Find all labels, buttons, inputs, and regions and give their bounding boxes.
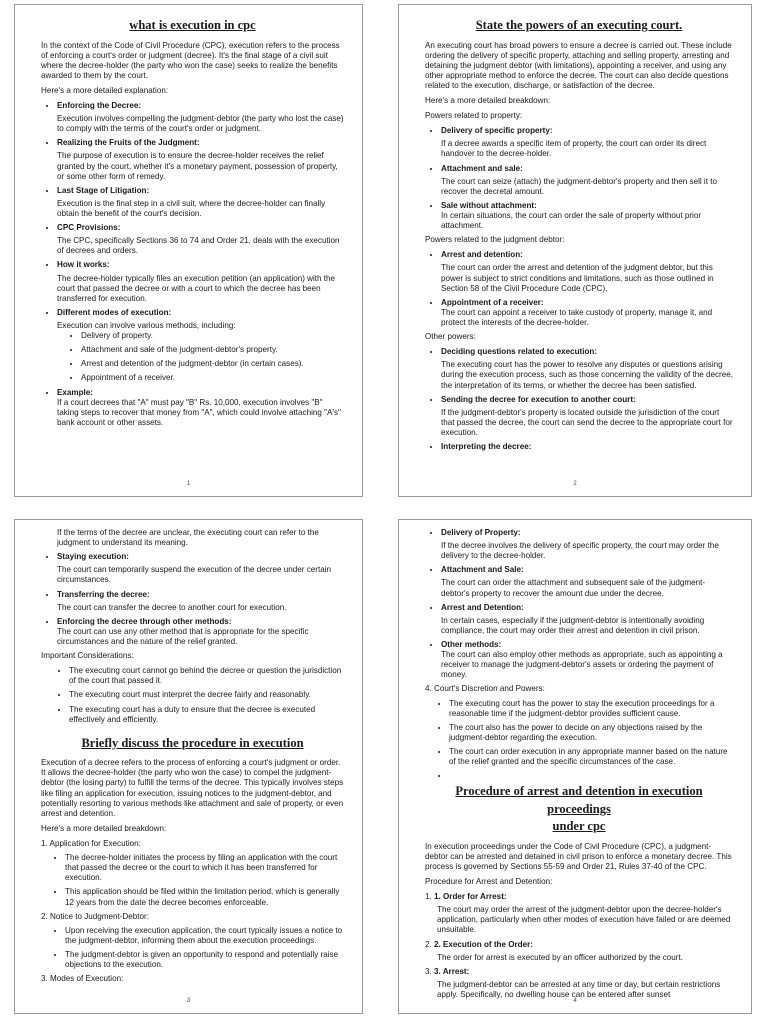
- page-number: 3: [186, 997, 191, 1004]
- page-2-intro: An executing court has broad powers to ensure a decree is carried out. These include ordering the delivery of specific property, attaching and selling property, arresting and detaining the judgment debtor (with limitations), appointing a receiver, and using any other appropriate method to enforce the decree. The court can also decide questions related to the execution, discharge, or satisfaction of the decree.: [425, 40, 732, 90]
- list-item: • Other methods: The court can also employ other methods as appropriate, such as appointing a receiver to manage the judgment-debtor's assets or ordering the payment of money.: [441, 640, 733, 680]
- page-number: 4: [573, 997, 577, 1004]
- list-item: • The court can order execution in any appropriate manner based on the nature of the relief granted and the specific circumstances of the case.: [449, 747, 733, 767]
- page-number: 2: [573, 480, 577, 487]
- property-label: Powers related to property:: [425, 111, 523, 121]
- list-item: • Enforcing the decree through other methods: The court can use any other method that is appropriate for the specific circumstances and the nature of the relief granted.: [57, 617, 344, 647]
- step-number: 2.: [425, 939, 432, 949]
- page-4-list: [425, 528, 733, 680]
- list-item: • CPC Provisions: The CPC, specifically Sections 36 to 74 and Order 21, deals with the execution of decrees and orders.: [57, 223, 344, 256]
- list-item: • Sale without attachment: In certain situations, the court can order the sale of property without prior attachment.: [441, 201, 733, 231]
- step-number: 1.: [425, 892, 432, 902]
- document-page-1: [14, 4, 363, 497]
- list-item: • How it works: The decree-holder typically files an execution petition (an application) with the court that passed the decree or with a court to which the decree has been transferred for execution.: [57, 260, 344, 303]
- list-item: • Arrest and detention: The court can order the arrest and detention of the judgment debtor, but this power is subject to strict conditions and limitations, such as those outlined in Section 58 of the Civil Procedure Code (CPC).: [441, 250, 733, 293]
- list-item: • Arrest and Detention: In certain cases, especially if the judgment-debtor is intentionally avoiding compliance, the court may order their arrest and detention in civil prison.: [441, 603, 733, 636]
- sublist-item: • Delivery of property.: [81, 331, 344, 341]
- list-item: • Delivery of specific property: If a decree awards a specific item of property, the court can order its direct handover to the decree-holder.: [441, 126, 733, 159]
- list-item: • Example: If a court decrees that "A" must pay "B" Rs. 10,000, execution involves "B" taking steps to recover that money from "A", which could involve attaching "A's" bank account or other assets.: [57, 388, 344, 428]
- step-label: 3. Modes of Execution:: [41, 974, 124, 984]
- page-4-lead: Procedure for Arrest and Detention:: [425, 877, 553, 887]
- page-1-list: [41, 101, 344, 428]
- list-item: 3. 3. Arrest: The judgment-debtor can be arrested at any time or day, but certain restrictions apply. Specifically, no dwelling house can be entered after sunset: [425, 966, 721, 999]
- page-3-intro: Execution of a decree refers to the process of enforcing a court's judgment or order. It allows the decree-holder (the party who won the case) to compel the judgment-debtor (the losing party) to fulfill the terms of the decree. This typically involves steps like filing an application for execution, issuing notices to the judgment-debtor, and potentially resorting to various methods like attachment and sale of property, or even arrest and detention.: [41, 758, 344, 818]
- list-item: • The court also has the power to decide on any objections raised by the judgment-debtor regarding the execution.: [449, 723, 733, 743]
- list-item: • The executing court has the power to stay the execution proceedings for a reasonable time if the judgment-debtor provides sufficient cause.: [449, 699, 733, 719]
- list-item: 1. 1. Order for Arrest: The court may order the arrest of the judgment-debtor upon the decree-holder's application, particularly when other modes of execution have failed or are deemed unsuitable.: [425, 892, 731, 935]
- considerations-list: [41, 666, 344, 725]
- page-number: 1: [186, 480, 191, 487]
- page-2-lead: Here's a more detailed breakdown:: [425, 96, 551, 106]
- step-bullets: [41, 926, 344, 970]
- page-1-intro: In the context of the Code of Civil Procedure (CPC), execution refers to the process of enforcing a court's order or judgment (decree). It's the final stage of a civil suit where the decree-holder (the party who won the case) seeks to realize the benefits awarded to them by the court.: [41, 40, 340, 80]
- step-label: 2. Notice to Judgment-Debtor:: [41, 911, 149, 921]
- page-3-list: [41, 552, 344, 647]
- step-label: 1. Application for Execution:: [41, 839, 141, 849]
- other-label: Other powers:: [425, 332, 476, 342]
- list-item: • Attachment and Sale: The court can order the attachment and subsequent sale of the judgment-debtor's property to recover the amount due under the decree.: [441, 565, 733, 598]
- empty-list-item: [449, 771, 733, 779]
- sublist-item: • Appointment of a receiver.: [81, 373, 344, 383]
- list-item: • Transferring the decree: The court can transfer the decree to another court for execution.: [57, 590, 344, 613]
- list-item: • The decree-holder initiates the process by filing an application with the court that passed the decree or the court to which it has been transferred for execution.: [65, 853, 344, 883]
- list-item: • Sending the decree for execution to another court: If the judgment-debtor's property is located outside the jurisdiction of the court that passed the decree, the court can send the decree to the appropriate court for execution.: [441, 395, 733, 438]
- document-page-2: [398, 4, 752, 497]
- list-item: • Enforcing the Decree: Execution involves compelling the judgment-debtor (the party who lost the case) to comply with the terms of the court's order or judgment.: [57, 101, 344, 134]
- discretion-label: 4. Court's Discretion and Powers:: [425, 684, 545, 694]
- list-item: 2. 2. Execution of the Order: The order for arrest is executed by an officer authorized by the court.: [425, 939, 683, 962]
- list-item: • Different modes of execution: Execution can involve various methods, including: • Delivery of property. • Attachment and sale of the judgment-debtor's property. • Arrest and detention of the judgment-debtor (in certain cases). • Appointment of a receiver.: [57, 308, 344, 384]
- discretion-list: [425, 699, 733, 780]
- page-3-title: Briefly discuss the procedure in execution: [81, 735, 304, 750]
- page-1-lead: Here's a more detailed explanation:: [41, 85, 169, 95]
- list-item: • Interpreting the decree:: [441, 442, 733, 452]
- continuation-text: If the terms of the decree are unclear, the executing court can refer to the judgment to understand its meaning.: [57, 528, 319, 548]
- document-page-4: [398, 519, 752, 1014]
- sublist-item: • Arrest and detention of the judgment-debtor (in certain cases).: [81, 359, 344, 369]
- list-item: • Upon receiving the execution application, the court typically issues a notice to the judgment-debtor, informing them about the execution proceedings.: [65, 926, 344, 946]
- list-item: • The executing court cannot go behind the decree or question the jurisdiction of the court that passed it.: [69, 666, 344, 686]
- list-item: • Last Stage of Litigation: Execution is the final step in a civil suit, where the decree-holder can finally obtain the benefit of the court's decision.: [57, 186, 344, 219]
- step-number: 3.: [425, 966, 432, 976]
- debtor-list: [425, 250, 733, 328]
- document-page-3: [14, 519, 363, 1014]
- list-item: • The executing court has a duty to ensure that the decree is executed effectively and efficiently.: [69, 705, 344, 725]
- property-list: [425, 126, 733, 231]
- debtor-label: Powers related to the judgment debtor:: [425, 235, 565, 245]
- step-bullets: [41, 853, 344, 908]
- list-item: • The executing court must interpret the decree fairly and reasonably.: [69, 690, 344, 700]
- list-item: • Appointment of a receiver: The court can appoint a receiver to take custody of property, manage it, and protect the interests of the decree-holder.: [441, 298, 733, 328]
- page-4-title-line-2: under cpc: [552, 819, 606, 834]
- page-2-title: State the powers of an executing court.: [475, 18, 683, 32]
- page-4-intro: In execution proceedings under the Code of Civil Procedure (CPC), a judgment-debtor can be arrested and detained in civil prison to enforce a monetary decree. This process is governed by Sections 55-59 and Order 21, Rules 37-40 of the CPC.: [425, 841, 732, 871]
- page-3-lead: Here's a more detailed breakdown:: [41, 823, 167, 833]
- page-1-title: what is execution in cpc: [129, 18, 256, 32]
- list-item: • Staying execution: The court can temporarily suspend the execution of the decree under certain circumstances.: [57, 552, 344, 585]
- list-item: • Deciding questions related to execution: The executing court has the power to resolve any disputes or questions arising during the execution process, such as those concerning the validity of the decree, the interpretation of its terms, or whether the decree has been satisfied.: [441, 347, 733, 390]
- arrest-steps: [425, 892, 733, 1000]
- considerations-label: Important Considerations:: [41, 651, 134, 661]
- list-item: • Attachment and sale: The court can seize (attach) the judgment-debtor's property and then sell it to recover the decretal amount.: [441, 164, 733, 197]
- list-item: • Delivery of Property: If the decree involves the delivery of specific property, the court may order the delivery to the decree-holder.: [441, 528, 733, 561]
- list-item: • The judgment-debtor is given an opportunity to respond and potentially raise objections to the execution.: [65, 950, 344, 970]
- procedure-steps: [41, 839, 344, 984]
- list-item: • Realizing the Fruits of the Judgment: The purpose of execution is to ensure the decree-holder receives the relief granted by the court, whether it's a monetary payment, possession of property, or some other form of remedy.: [57, 138, 344, 181]
- list-item: • This application should be filed within the limitation period, which is generally 12 years from the date the decree becomes enforceable.: [65, 887, 344, 907]
- page-4-title: Procedure of arrest and detention in execution proceedings: [455, 784, 703, 816]
- sublist-item: • Attachment and sale of the judgment-debtor's property.: [81, 345, 344, 355]
- modes-sublist: [57, 331, 344, 383]
- other-list: [425, 347, 733, 452]
